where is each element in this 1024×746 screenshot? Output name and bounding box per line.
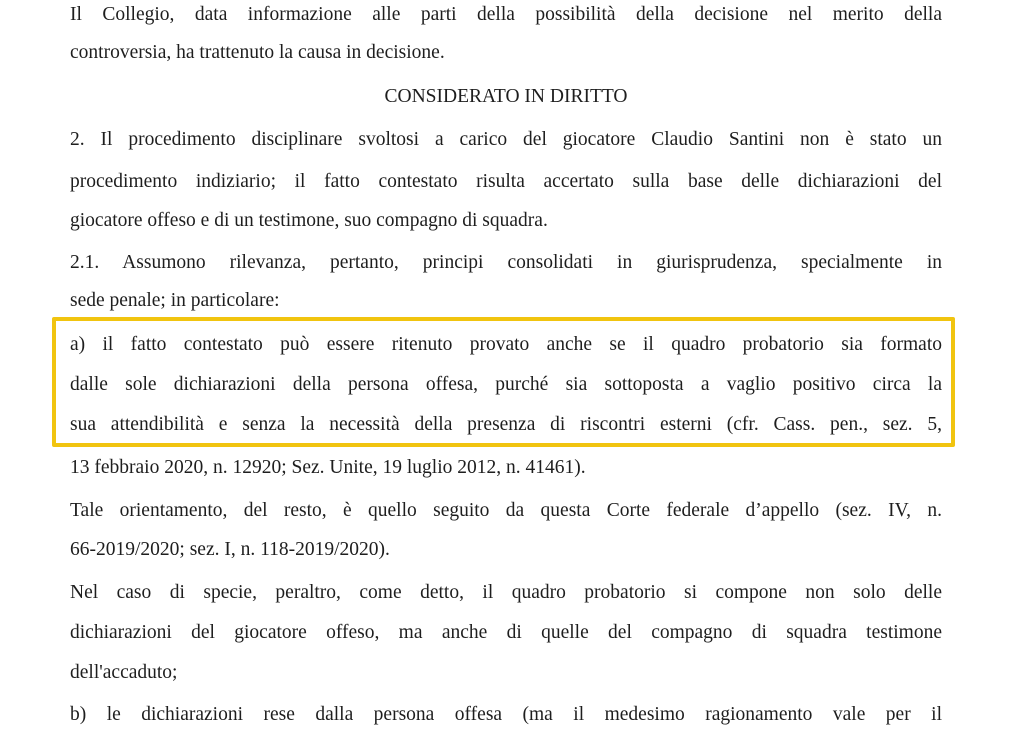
paragraph-line: Il Collegio, data informazione alle parti della possibilità della decisione nel merito della (70, 4, 942, 25)
paragraph-line: 2. Il procedimento disciplinare svoltosi a carico del giocatore Claudio Santini non è stato un (70, 129, 942, 150)
highlighted-line: sua attendibilità e senza la necessità della presenza di riscontri esterni (cfr. Cass. pen., sez. 5, (70, 414, 942, 435)
paragraph-line: giocatore offeso e di un testimone, suo compagno di squadra. (70, 210, 548, 231)
highlighted-line: a) il fatto contestato può essere ritenuto provato anche se il quadro probatorio sia formato (70, 334, 942, 355)
paragraph-line: procedimento indiziario; il fatto contestato risulta accertato sulla base delle dichiarazioni del (70, 171, 942, 192)
paragraph-line: 2.1. Assumono rilevanza, pertanto, principi consolidati in giurisprudenza, specialmente in (70, 252, 942, 273)
paragraph-line: 66-2019/2020; sez. I, n. 118-2019/2020). (70, 539, 390, 560)
paragraph-line: 13 febbraio 2020, n. 12920; Sez. Unite, 19 luglio 2012, n. 41461). (70, 457, 586, 478)
paragraph-line: Nel caso di specie, peraltro, come detto, il quadro probatorio si compone non solo delle (70, 582, 942, 603)
paragraph-line: Tale orientamento, del resto, è quello seguito da questa Corte federale d’appello (sez. IV, n. (70, 500, 942, 521)
paragraph-line: sede penale; in particolare: (70, 290, 280, 311)
highlighted-line: dalle sole dichiarazioni della persona offesa, purché sia sottoposta a vaglio positivo circa la (70, 374, 942, 395)
paragraph-line: dichiarazioni del giocatore offeso, ma anche di quelle del compagno di squadra testimone (70, 622, 942, 643)
paragraph-line: controversia, ha trattenuto la causa in decisione. (70, 42, 445, 63)
paragraph-line: dell'accaduto; (70, 662, 178, 683)
section-heading: CONSIDERATO IN DIRITTO (384, 86, 628, 107)
paragraph-line: b) le dichiarazioni rese dalla persona offesa (ma il medesimo ragionamento vale per il (70, 704, 942, 725)
